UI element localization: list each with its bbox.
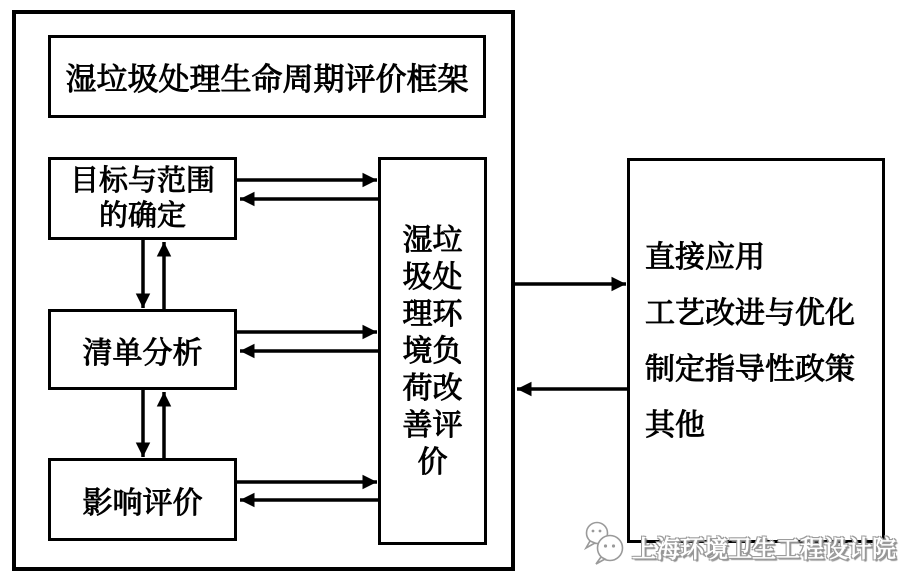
framework-title-box (48, 35, 486, 118)
wechat-bubbles-icon (580, 517, 630, 567)
impact-assessment-label: 影响评价 (82, 486, 203, 520)
goal-scope-label-line2: 的确定 (98, 199, 186, 232)
watermark (580, 517, 896, 567)
application-item-direct-use: 直接应用 (645, 241, 765, 274)
application-item-other: 其他 (645, 409, 705, 442)
goal-scope-label-line1: 目标与范围 (69, 164, 215, 197)
environmental-load-evaluation-label: 湿垃圾处理环境负荷改善评价 (402, 223, 463, 479)
applications-box (627, 158, 885, 543)
environmental-load-evaluation-box (378, 157, 487, 545)
application-item-guiding-policy: 制定指导性政策 (645, 353, 855, 386)
goal-scope-box (48, 157, 237, 240)
watermark-text: 上海环境卫生工程设计院 (632, 535, 896, 563)
inventory-analysis-label: 清单分析 (82, 336, 203, 370)
application-item-process-improvement: 工艺改进与优化 (645, 297, 855, 330)
inventory-analysis-box (48, 309, 237, 390)
impact-assessment-box (48, 458, 237, 541)
framework-title: 湿垃圾处理生命周期评价框架 (65, 62, 469, 97)
